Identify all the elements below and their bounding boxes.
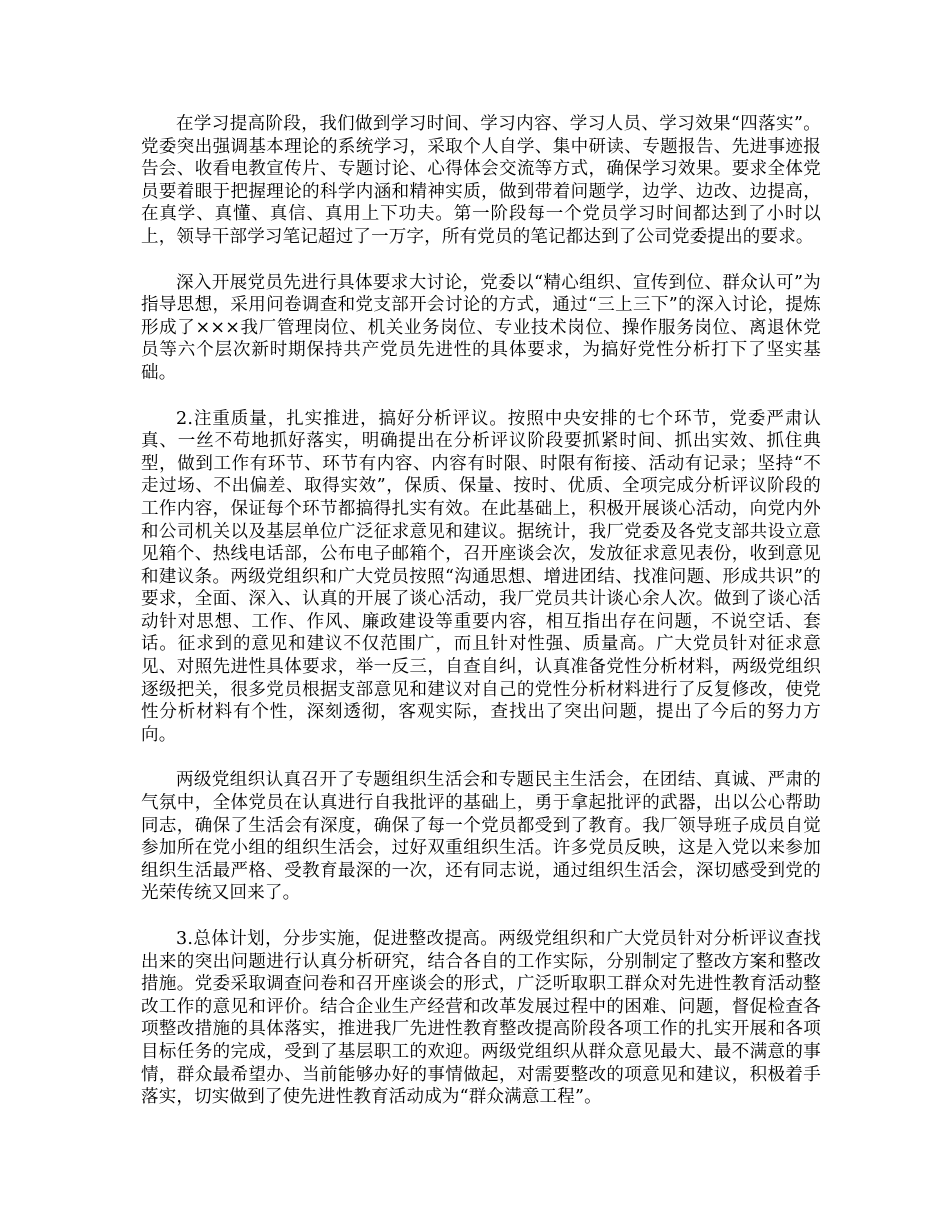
paragraph-study-improvement: 在学习提高阶段，我们做到学习时间、学习内容、学习人员、学习效果“四落实”。党委突出强调基本理论的系统学习，采取个人自学、集中研读、专题报告、先进事迹报告会、收看电教宣传片、专题讨论、心得体会交流等方式，确保学习效果。要求全体党员要着眼于把握理论的科学内涵和精神实质，做到带着问题学，边学、边改、边提高，在真学、真懂、真信、真用上下功夫。第一阶段每一个党员学习时间都达到了小时以上，领导干部学习笔记超过了一万字，所有党员的笔记都达到了公司党委提出的要求。 bbox=[141, 114, 821, 247]
paragraph-organizational-life: 两级党组织认真召开了专题组织生活会和专题民主生活会，在团结、真诚、严肃的气氛中，全体党员在认真进行自我批评的基础上，勇于拿起批评的武器，出以公心帮助同志，确保了生活会有深度，确保了每一个党员都受到了教育。我厂领导班子成员自觉参加所在党小组的组织生活会，过好双重组织生活。许多党员反映，这是入党以来参加组织生活最严格、受教育最深的一次，还有同志说，通过组织生活会，深切感受到党的光荣传统又回来了。 bbox=[141, 770, 821, 904]
paragraph-requirements-discussion: 深入开展党员先进行具体要求大讨论，党委以“精心组织、宣传到位、群众认可”为指导思想，采用问卷调查和党支部开会讨论的方式，通过“三上三下”的深入讨论，提炼形成了×××我厂管理岗位、机关业务岗位、专业技术岗位、操作服务岗位、离退休党员等六个层次新时期保持共产党员先进性的具体要求，为搞好党性分析打下了坚实基础。 bbox=[141, 272, 821, 383]
document-body bbox=[141, 113, 821, 1132]
paragraph-analysis-evaluation: 2.注重质量，扎实推进，搞好分析评议。按照中央安排的七个环节，党委严肃认真、一丝不苟地抓好落实，明确提出在分析评议阶段要抓紧时间、抓出实效、抓住典型，做到工作有环节、环节有内容、内容有时限、时限有衔接、活动有记录；坚持“不走过场、不出偏差、取得实效”，保质、保量、按时、优质、全项完成分析评议阶段的工作内容，保证每个环节都搞得扎实有效。在此基础上，积极开展谈心活动，向党内外和公司机关以及基层单位广泛征求意见和建议。据统计，我厂党委及各党支部共设立意见箱个、热线电话部，公布电子邮箱个，召开座谈会次，发放征求意见表份，收到意见和建议条。两级党组织和广大党员按照“沟通思想、增进团结、找准问题、形成共识”的要求，全面、深入、认真的开展了谈心活动，我厂党员共计谈心余人次。做到了谈心活动针对思想、工作、作风、廉政建设等重要内容，相互指出存在问题，不说空话、套话。征求到的意见和建议不仅范围广，而且针对性强、质量高。广大党员针对征求意见、对照先进性具体要求，举一反三，自查自纠，认真准备党性分析材料，两级党组织逐级把关，很多党员根据支部意见和建议对自己的党性分析材料进行了反复修改，使党性分析材料有个性，深刻透彻，客观实际，查找出了突出问题，提出了今后的努力方向。 bbox=[141, 408, 821, 745]
paragraph-rectification: 3.总体计划，分步实施，促进整改提高。两级党组织和广大党员针对分析评议查找出来的突出问题进行认真分析研究，结合各自的工作实际，分别制定了整改方案和整改措施。党委采取调查问卷和召开座谈会的形式，广泛听取职工群众对先进性教育活动整改工作的意见和评价。结合企业生产经营和改革发展过程中的困难、问题，督促检查各项整改措施的具体落实，推进我厂先进性教育整改提高阶段各项工作的扎实开展和各项目标任务的完成，受到了基层职工的欢迎。两级党组织从群众意见最大、最不满意的事情，群众最希望办、当前能够办好的事情做起，对需要整改的项意见和建议，积极着手落实，切实做到了使先进性教育活动成为“群众满意工程”。 bbox=[141, 929, 821, 1108]
